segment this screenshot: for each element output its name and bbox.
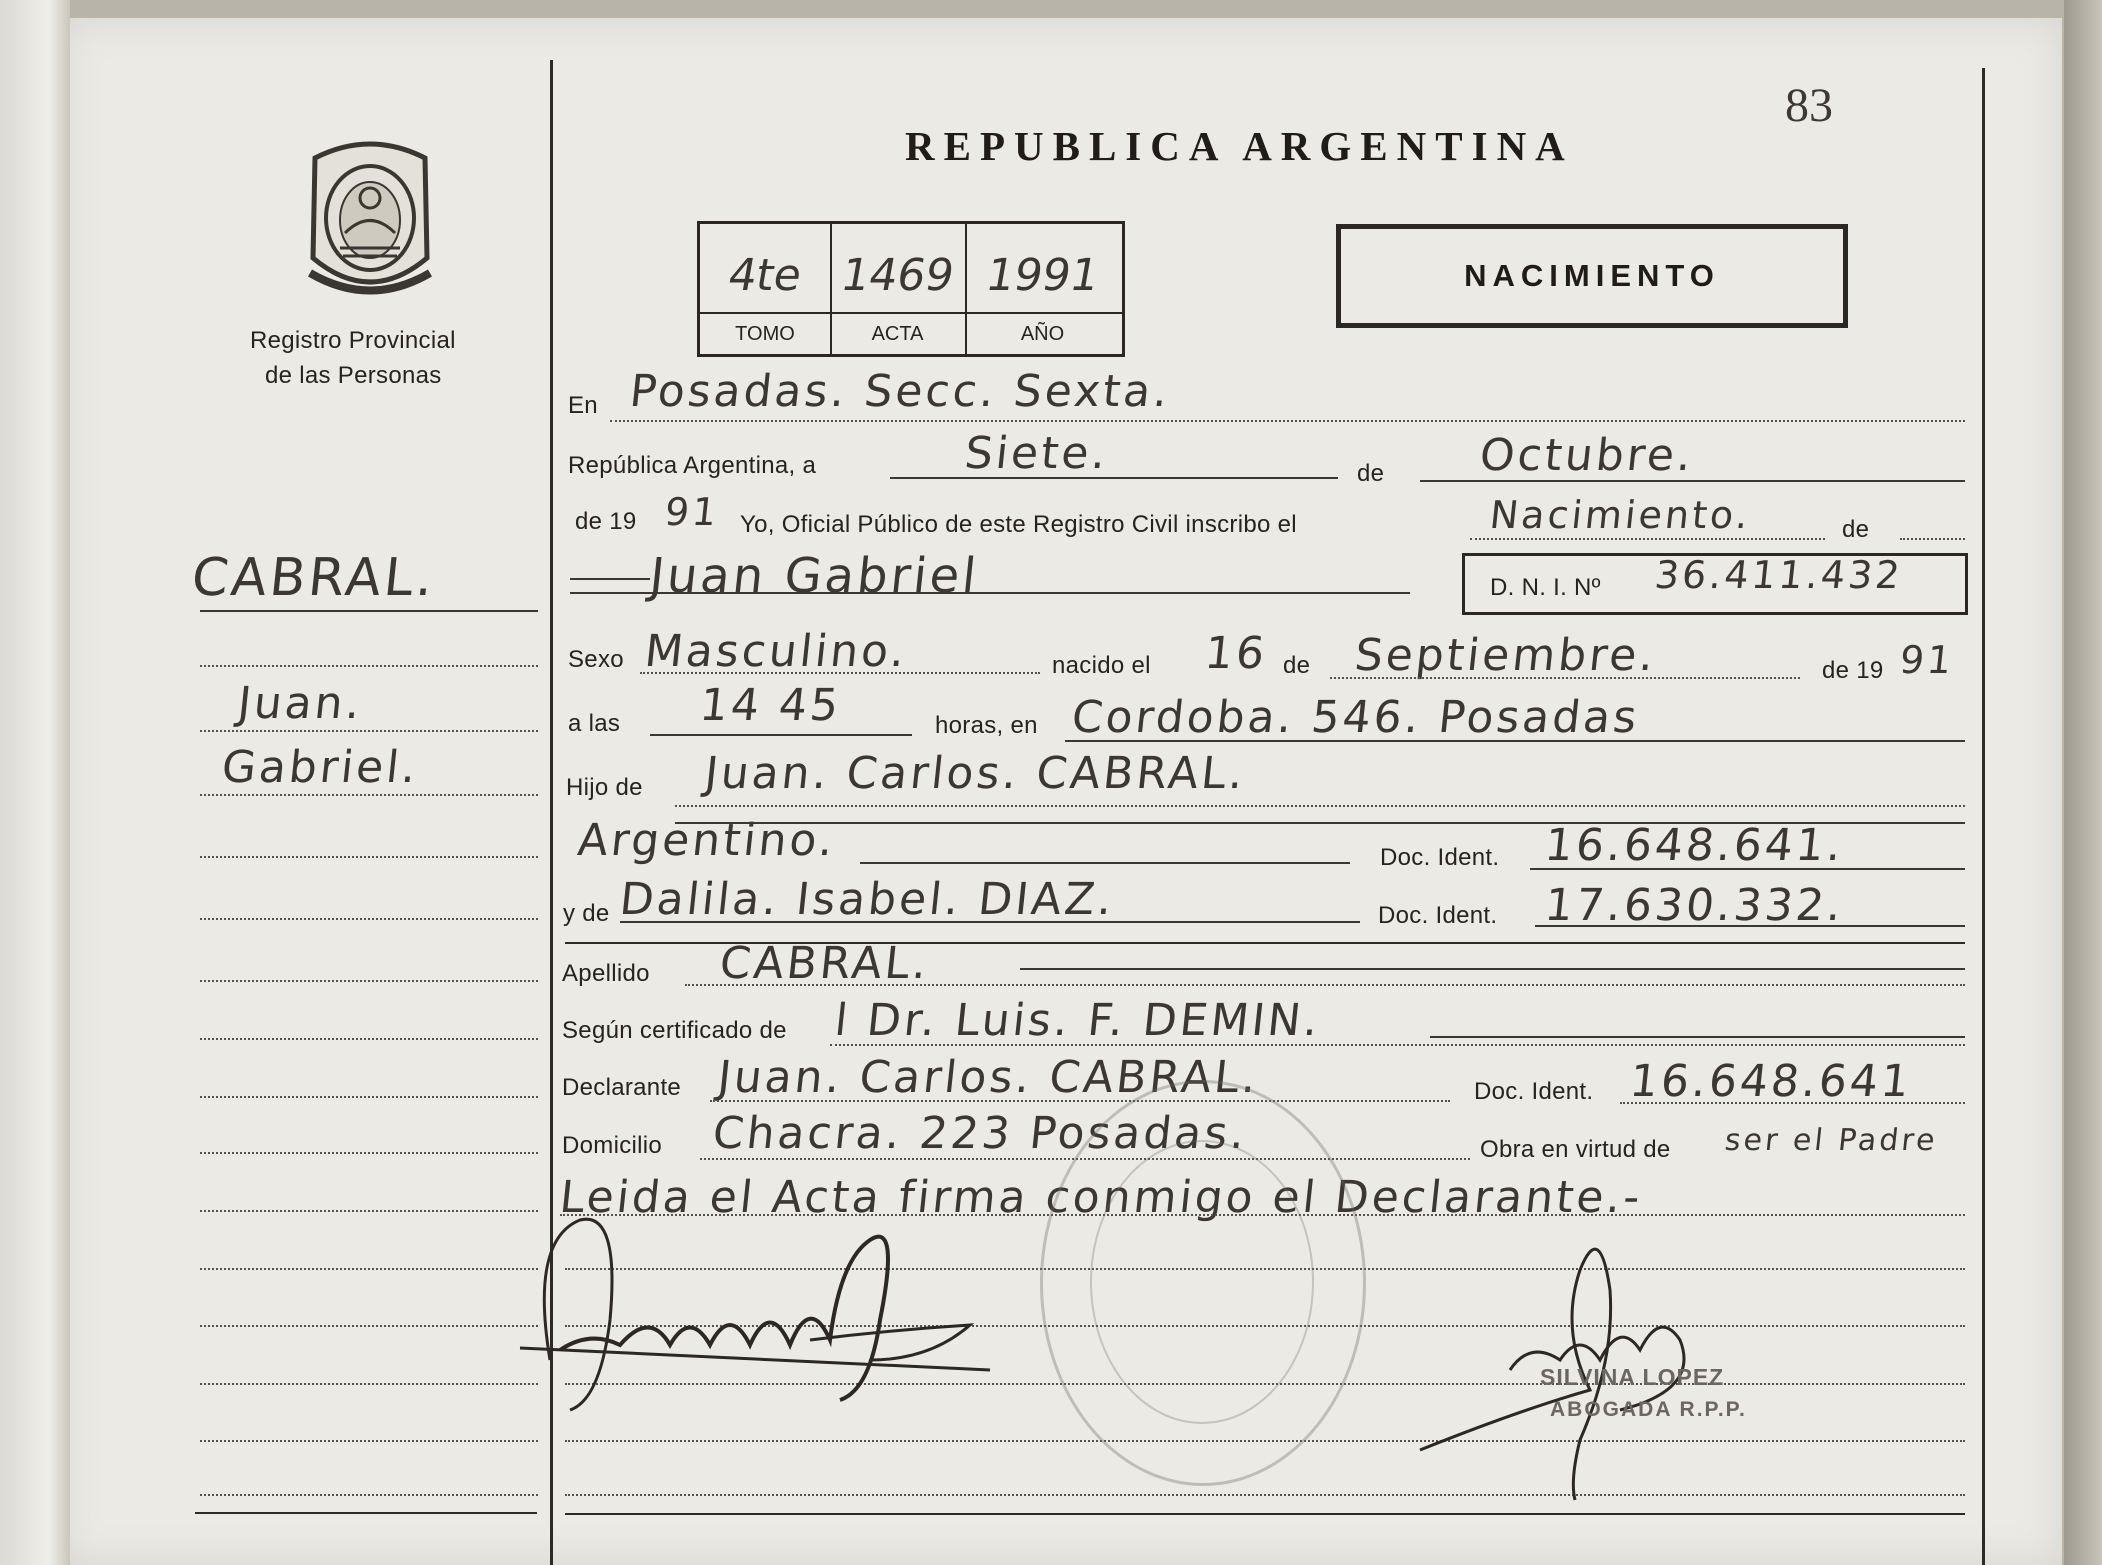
declarante-label: Declarante	[562, 1074, 682, 1101]
mother-name: Dalila. Isabel. DIAZ.	[617, 874, 1118, 925]
birth-day: 16	[1202, 628, 1270, 679]
sexo-line	[640, 672, 1040, 674]
registry-name-line2: de las Personas	[265, 362, 442, 389]
a-las-label: a las	[568, 710, 621, 737]
declarante-doc: 16.648.641	[1627, 1056, 1915, 1107]
declarante-value: Juan. Carlos. CABRAL.	[715, 1052, 1262, 1103]
dni-value: 36.411.432	[1652, 553, 1905, 597]
book-spine	[0, 0, 70, 1565]
margin-line	[200, 1038, 538, 1040]
year-prefix: de 19	[575, 508, 637, 535]
page-number: 83	[1785, 79, 1833, 132]
certificate-rule	[1430, 1036, 1965, 1038]
domicilio-value: Chacra. 223 Posadas.	[710, 1108, 1251, 1159]
acta-label: ACTA	[871, 323, 924, 345]
month-value: Octubre.	[1477, 430, 1697, 481]
margin-line	[200, 856, 538, 858]
tomo-value: 4te	[724, 250, 806, 301]
bottom-rule-left	[195, 1512, 537, 1514]
father-name-line	[675, 805, 1965, 807]
anio-label: AÑO	[1020, 323, 1065, 345]
margin-line	[200, 1210, 538, 1212]
official-seal-inner	[1090, 1140, 1314, 1424]
birth-year-prefix: de 19	[1822, 657, 1884, 684]
father-nationality: Argentino.	[575, 815, 839, 866]
tomo-cell	[700, 224, 832, 354]
margin-line	[200, 665, 538, 667]
y-de-label: y de	[563, 900, 610, 927]
doc-ident-label-2: Doc. Ident.	[1378, 902, 1498, 929]
de-label-3: de	[1283, 652, 1311, 679]
anio-cell	[965, 224, 1120, 354]
segun-label: Según certificado de	[562, 1017, 787, 1044]
dni-label: D. N. I. Nº	[1490, 574, 1601, 601]
father-name: Juan. Carlos. CABRAL.	[702, 748, 1249, 799]
margin-line	[200, 1325, 538, 1327]
margin-line	[200, 730, 538, 732]
en-value: Posadas. Secc. Sexta.	[627, 366, 1174, 417]
father-doc: 16.648.641.	[1542, 820, 1847, 871]
country-title: REPUBLICA ARGENTINA	[905, 123, 1574, 169]
de-label: de	[1357, 460, 1385, 487]
obra-value: ser el Padre	[1723, 1123, 1940, 1158]
official-signature	[1400, 1210, 1760, 1510]
margin-line	[200, 918, 538, 920]
apellido-line	[685, 984, 1965, 986]
day-line	[890, 477, 1338, 479]
province-emblem	[295, 138, 445, 298]
binding-edge	[2064, 0, 2102, 1565]
name-lead-stroke	[570, 578, 650, 580]
person-name: Juan Gabriel	[647, 548, 982, 604]
margin-line	[200, 1268, 538, 1270]
acta-cell	[830, 224, 967, 354]
nacido-label: nacido el	[1052, 652, 1151, 679]
hijo-label: Hijo de	[566, 774, 643, 801]
margin-given-name-2: Gabriel.	[219, 742, 422, 793]
year-suffix: 91	[662, 490, 722, 534]
sexo-label: Sexo	[568, 646, 624, 673]
margin-given-name-1: Juan.	[235, 678, 366, 729]
acta-value: 1469	[837, 250, 958, 301]
inscribe-line-end	[1900, 538, 1965, 540]
right-border	[1982, 68, 1985, 1565]
domicilio-label: Domicilio	[562, 1132, 663, 1159]
apellido-value: CABRAL.	[717, 938, 933, 989]
sexo-value: Masculino.	[642, 626, 911, 677]
declarante-line	[710, 1100, 1450, 1102]
declarante-doc-line	[1620, 1102, 1965, 1104]
place-value: Cordoba. 546. Posadas	[1069, 692, 1642, 743]
hour-line	[650, 734, 912, 736]
registry-name-line1: Registro Provincial	[250, 327, 456, 354]
margin-line	[200, 1494, 538, 1496]
margin-line	[200, 1383, 538, 1385]
name-line	[570, 592, 1410, 594]
doc-ident-label-1: Doc. Ident.	[1380, 844, 1500, 871]
mother-doc: 17.630.332.	[1542, 880, 1847, 931]
de-label-2: de	[1842, 516, 1870, 543]
bottom-rule-right	[565, 1513, 1965, 1515]
hour-value: 14 45	[697, 680, 844, 731]
margin-surname: CABRAL.	[188, 548, 439, 608]
certificate-value: l Dr. Luis. F. DEMIN.	[832, 995, 1324, 1046]
margin-line-surname	[200, 610, 538, 612]
nationality-line	[860, 862, 1350, 864]
oficial-text: Yo, Oficial Público de este Registro Civil inscribo el	[740, 511, 1297, 538]
horas-label: horas, en	[935, 712, 1038, 739]
margin-line	[200, 1096, 538, 1098]
record-type-box: NACIMIENTO	[1336, 224, 1848, 328]
day-value: Siete.	[962, 428, 1112, 479]
en-line	[610, 420, 1965, 422]
margin-line	[200, 1152, 538, 1154]
anio-value: 1991	[982, 250, 1103, 301]
declarant-signature	[510, 1200, 1030, 1430]
en-label: En	[568, 392, 598, 419]
inscribe-line	[1470, 538, 1825, 540]
record-id-box	[697, 221, 1125, 357]
father-doc-line	[1530, 868, 1965, 870]
official-stamp-title: ABOGADA R.P.P.	[1550, 1398, 1747, 1421]
margin-line	[200, 1440, 538, 1442]
apellido-rule	[1020, 968, 1965, 970]
birth-month: Septiembre.	[1352, 630, 1660, 681]
obra-label: Obra en virtud de	[1480, 1136, 1671, 1163]
margin-line	[200, 794, 538, 796]
closing-text: Leida el Acta firma conmigo el Declarante.-	[557, 1172, 1646, 1223]
birth-month-line	[1330, 677, 1800, 679]
margin-line	[200, 980, 538, 982]
inscribe-value: Nacimiento.	[1487, 493, 1754, 537]
apellido-label: Apellido	[562, 960, 650, 987]
official-stamp-name: SILVINA LOPEZ	[1540, 1364, 1725, 1390]
birth-year-suffix: 91	[1897, 638, 1957, 682]
doc-ident-label-3: Doc. Ident.	[1474, 1078, 1594, 1105]
place-line	[1065, 740, 1965, 742]
mother-name-line	[620, 921, 1360, 923]
tomo-label: TOMO	[735, 323, 795, 345]
republica-label: República Argentina, a	[568, 452, 817, 479]
mother-doc-line	[1535, 925, 1965, 927]
certificate-line	[830, 1044, 1965, 1046]
